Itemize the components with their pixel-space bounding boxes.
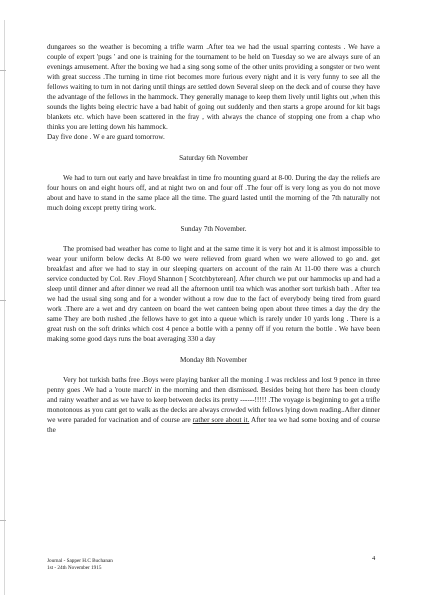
paragraph-day-five: Day five done . W e are guard tomorrow.: [47, 133, 165, 141]
page-number: 4: [372, 555, 376, 562]
journal-footer: [47, 558, 380, 572]
footer-journal-title: Journal - Sapper H.C Buchanan: [47, 558, 113, 564]
heading-saturday: Saturday 6th November: [179, 154, 248, 162]
paragraph-guard: We had to turn out early and have breakfast in time fro mounting guard at 8-00. During the day the reliefs are four hours on and eight hours off, and at night two on and four off .The four off is very long as you do not move about and have to stand in the same place all the time. The guard lasted until the morning of the 7th naturally not much doing except pretty tiring work.: [47, 174, 380, 212]
paragraph-turkish-baths: [47, 375, 380, 435]
journal-body: [47, 42, 380, 435]
scan-edge-line: [4, 20, 5, 595]
scan-edge-tick: [0, 300, 6, 301]
heading-monday: Monday 8th November: [179, 356, 248, 364]
scan-edge-tick: [0, 70, 6, 71]
footer-date-range: 1st - 24th November 1915: [47, 565, 102, 571]
scan-edge-tick: [0, 520, 6, 521]
paragraph-sparring: dungarees so the weather is becoming a trifle warm .After tea we had the usual sparring contests . We have a couple of expert 'pugs ' and one is training for the tournament to be held on Tuesday so we are always sure of an evenings amusement. After the boxing we had a sing song some of the other units providing a songster or two went with great success .The turning in time riot becomes more furious every night and it is very funny to see all the fellows waiting to turn in not daring until things are settled down Several sleep on the deck and of course they have the advantage of the fellows in the hammock. They generally manage to keep them lively until lights out ,when this sounds the lights being electric have a bad habit of going out suddenly and then starts a grope around for kit bags blankets etc. which have been scattered in the fray , with always the chance of stopping one from a chap who thinks you are letting down his hammock.: [47, 43, 380, 131]
paragraph-turkish-baths-end: After tea we had some boxing and of course the: [47, 416, 380, 434]
paragraph-bad-weather: The promised bad weather has come to light and at the same time it is very hot and it is almost impossible to wear your uniform below decks At 8-00 we were relieved from guard when we were allowed to go and. get breakfast and after we had to stay in our sleeping quarters on account of the rain At 11-00 there was a church service conducted by Col. Rev .Floyd Shannon [ Scotchbyterean]. After church we put our hammocks up and had a sleep until dinner and after dinner we read all the afternoon until tea which was another sort turkish bath . After tea we had the usual sing song and for a wonder without a row due to the fact of everybody being tired from guard work .There are a wet and dry canteen on board the wet canteen being open about three times a day the dry the same They are both rushed ,the fellows have to get into a queue which is rarely under 10 yards long . There is a great rush on the soft drinks which cost 4 pence a bottle with a penny off if you return the bottle . We have been making some good days runs the boat averaging 330 a day: [47, 245, 380, 343]
heading-sunday: Sunday 7th November.: [180, 225, 247, 233]
paragraph-turkish-baths-start: Very hot turkish baths free .Boys were playing banker all the moning .I was reckless and lost 9 pence in three penny goes .We had a 'route march' in the morning and then dismissed. Besides being hot there has been cloudy and rainy weather and as we have to keep between decks its pretty ------!!!!! .The voyage is beginning to get a trifle monotonous as you cant get to walk as the decks are always crowded with fellows lying down reading..After dinner we were paraded for vacination and of course are: [47, 376, 380, 424]
underlined-phrase: rather sore about it.: [192, 416, 250, 424]
